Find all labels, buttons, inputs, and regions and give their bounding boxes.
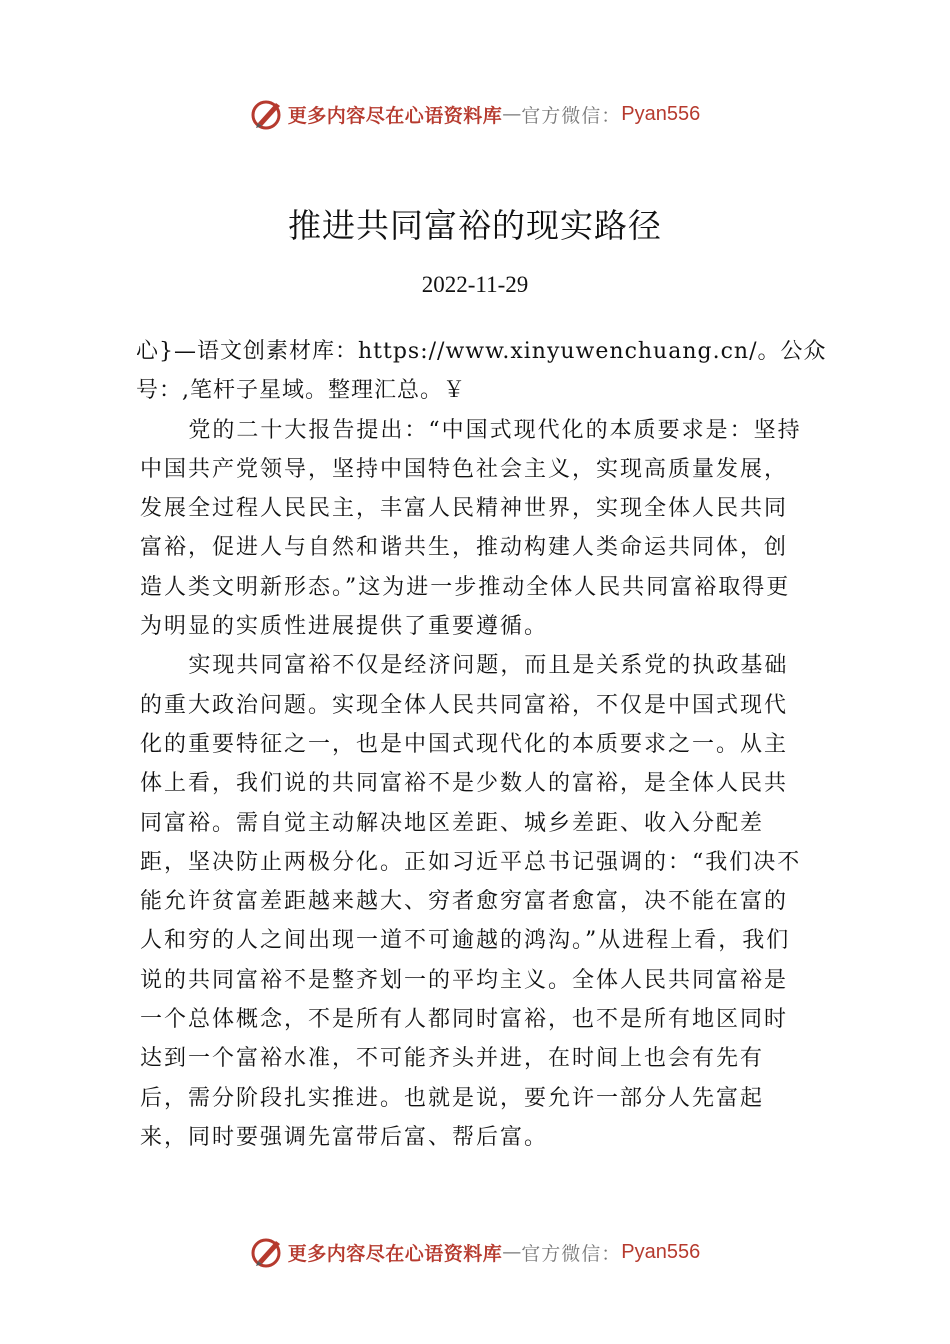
pen-logo-icon (250, 1235, 284, 1269)
banner-wechat-label: 官方微信： (521, 104, 622, 127)
banner-dash: — (502, 1241, 522, 1263)
footer-banner (0, 1232, 950, 1272)
pen-logo-icon (250, 97, 284, 131)
paragraph-1: 党的二十大报告提出：“中国式现代化的本质要求是：坚持中国共产党领导，坚持中国特色社会主义，实现高质量发展，发展全过程人民民主，丰富人民精神世界，实现全体人民共同富裕，促进人与自然和谐共生，推动构建人类命运共同体，创造人类文明新形态。”这为进一步推动全体人民共同富裕取得更为明显的实质性进展提供了重要遵循。 (140, 417, 802, 640)
banner-wechat-label: 官方微信： (521, 1242, 622, 1265)
paragraph-2: 实现共同富裕不仅是经济问题，而且是关系党的执政基础的重大政治问题。实现全体人民共同富裕，不仅是中国式现代化的重要特征之一，也是中国式现代化的本质要求之一。从主体上看，我们说的共同富裕不是少数人的富裕，是全体人民共同富裕。需自觉主动解决地区差距、城乡差距、收入分配差距，坚决防止两极分化。正如习近平总书记强调的：“我们决不能允许贫富差距越来越大、穷者愈穷富者愈富，决不能在富的人和穷的人之间出现一道不可逾越的鸿沟。”从进程上看，我们说的共同富裕不是整齐划一的平均主义。全体人民共同富裕是一个总体概念，不是所有人都同时富裕，也不是所有地区同时达到一个富裕水准，不可能齐头并进，在时间上也会有先有后，需分阶段扎实推进。也就是说，要允许一部分人先富起来，同时要强调先富带后富、帮后富。 (140, 653, 802, 1150)
page-title: 推进共同富裕的现实路径 (288, 206, 662, 245)
header-banner (0, 94, 950, 134)
banner-text: 更多内容尽在心语资料库 (287, 1242, 503, 1265)
banner-text: 更多内容尽在心语资料库 (287, 104, 503, 127)
article-body (136, 332, 840, 1157)
banner-wechat-id: Pyan556 (621, 1240, 701, 1263)
source-line: 心}—语文创素材库：https://www.xinyuwenchuang.cn/。公众号：,笔杆子星域。整理汇总。￥ (136, 339, 827, 404)
publish-date: 2022-11-29 (421, 272, 529, 297)
banner-wechat-id: Pyan556 (621, 102, 701, 125)
banner-dash: — (502, 103, 522, 125)
